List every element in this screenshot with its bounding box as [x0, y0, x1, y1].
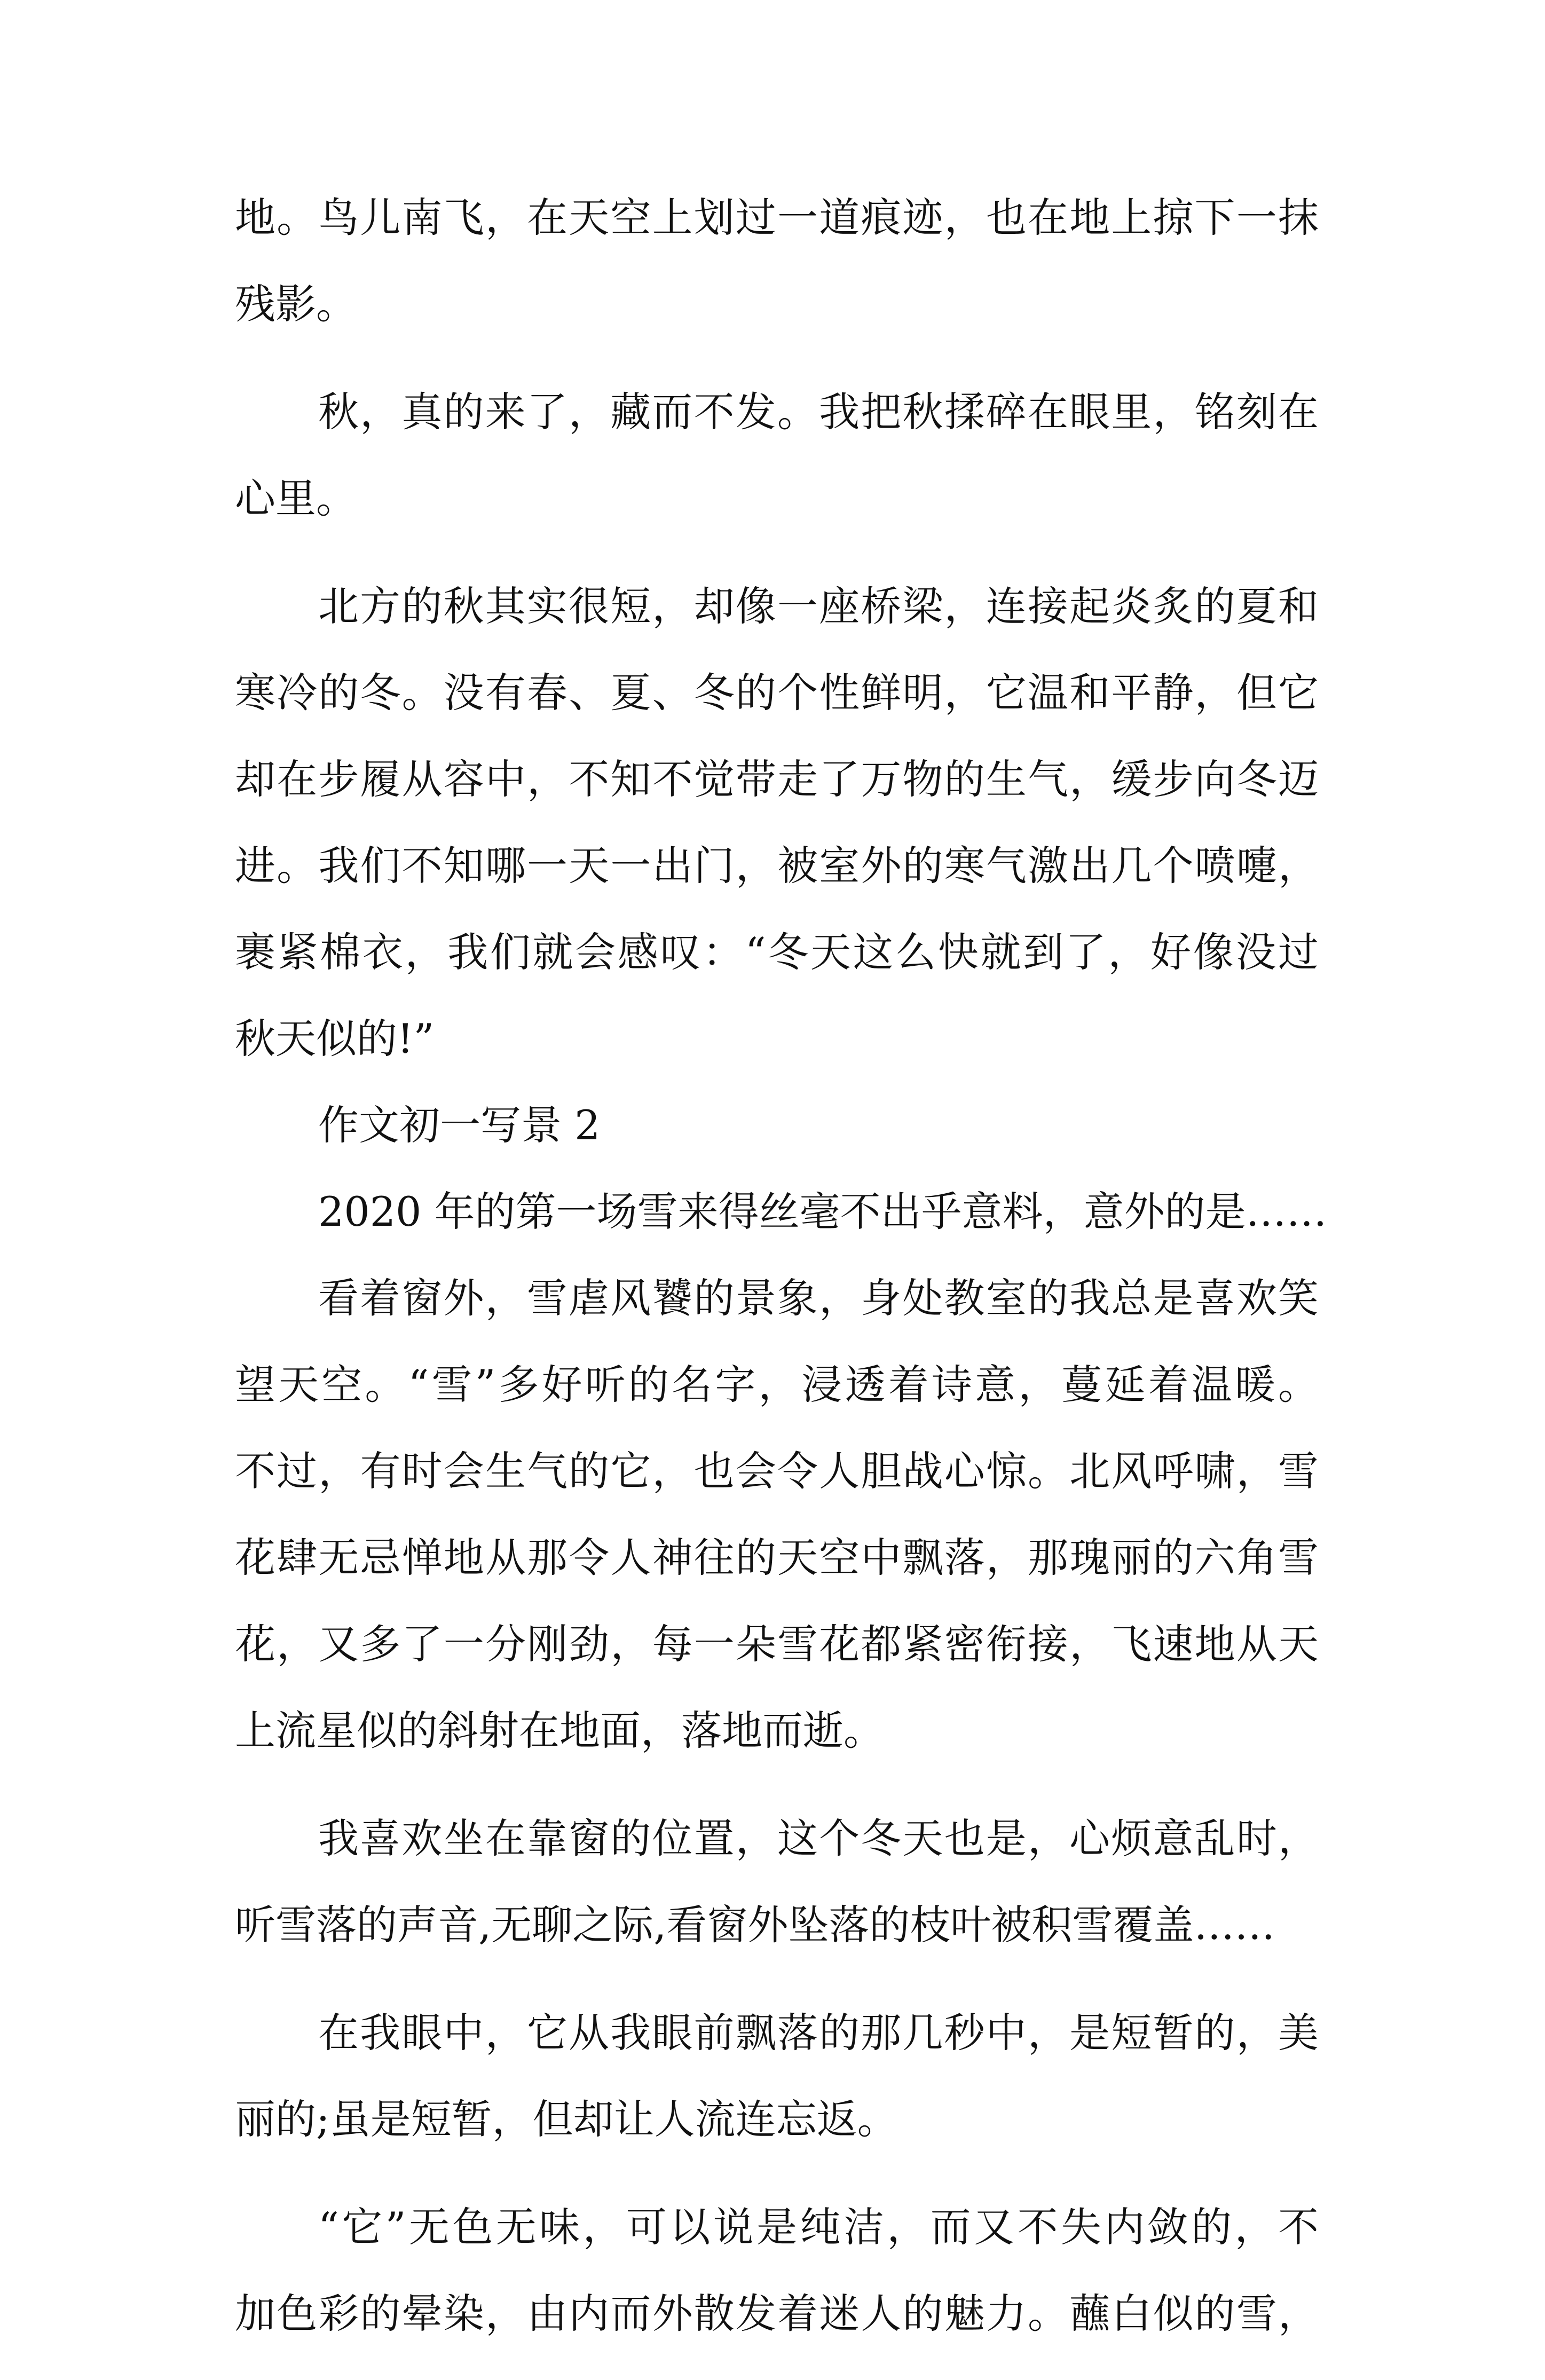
text-line: 我喜欢坐在靠窗的位置，这个冬天也是，心烦意乱时，: [318, 1815, 1319, 1862]
text-line: 残影。: [235, 280, 357, 328]
text-line: 裹紧棉衣，我们就会感叹：“冬天这么快就到了，好像没过: [235, 928, 1319, 976]
text-line: 地。鸟儿南飞，在天空上划过一道痕迹，也在地上掠下一抹: [235, 194, 1319, 241]
text-line: 心里。: [235, 475, 357, 522]
text-line: 看着窗外，雪虐风饕的景象，身处教室的我总是喜欢笑: [318, 1274, 1319, 1322]
text-line: 秋天似的!”: [235, 1015, 435, 1062]
text-line: 丽的;虽是短暂，但却让人流连忘返。: [235, 2095, 898, 2143]
document-body: [235, 194, 1327, 2380]
text-line: 望天空。“雪”多好听的名字，浸透着诗意，蔓延着温暖。: [235, 1361, 1319, 1408]
text-line: 2020 年的第一场雪来得丝毫不出乎意料，意外的是……: [318, 1188, 1327, 1235]
text-line: 花，又多了一分刚劲，每一朵雪花都紧密衔接，飞速地从天: [235, 1620, 1319, 1668]
text-line: 进。我们不知哪一天一出门，被室外的寒气激出几个喷嚏，: [235, 842, 1319, 889]
text-line: 不过，有时会生气的它，也会令人胆战心惊。北风呼啸，雪: [235, 1447, 1319, 1495]
section-heading: 作文初一写景 2: [318, 1101, 601, 1149]
text-line: 秋，真的来了，藏而不发。我把秋揉碎在眼里，铭刻在: [318, 388, 1319, 436]
text-line: 寒冷的冬。没有春、夏、冬的个性鲜明，它温和平静，但它: [235, 669, 1319, 716]
text-line: 上流星似的斜射在地面，落地而逝。: [235, 1707, 884, 1754]
text-line: “它”无色无味，可以说是纯洁，而又不失内敛的，不: [318, 2203, 1319, 2251]
text-line: 加色彩的晕染，由内而外散发着迷人的魅力。蘸白似的雪，: [235, 2290, 1319, 2337]
text-line: 听雪落的声音,无聊之际,看窗外坠落的枝叶被积雪覆盖……: [235, 1901, 1275, 1949]
text-line: 在我眼中，它从我眼前飘落的那几秒中，是短暂的，美: [318, 2009, 1319, 2056]
text-line: 却在步履从容中，不知不觉带走了万物的生气，缓步向冬迈: [235, 755, 1319, 803]
text-line: 花肆无忌惮地从那令人神往的天空中飘落，那瑰丽的六角雪: [235, 1534, 1319, 1581]
text-line: 北方的秋其实很短，却像一座桥梁，连接起炎炙的夏和: [318, 582, 1319, 630]
